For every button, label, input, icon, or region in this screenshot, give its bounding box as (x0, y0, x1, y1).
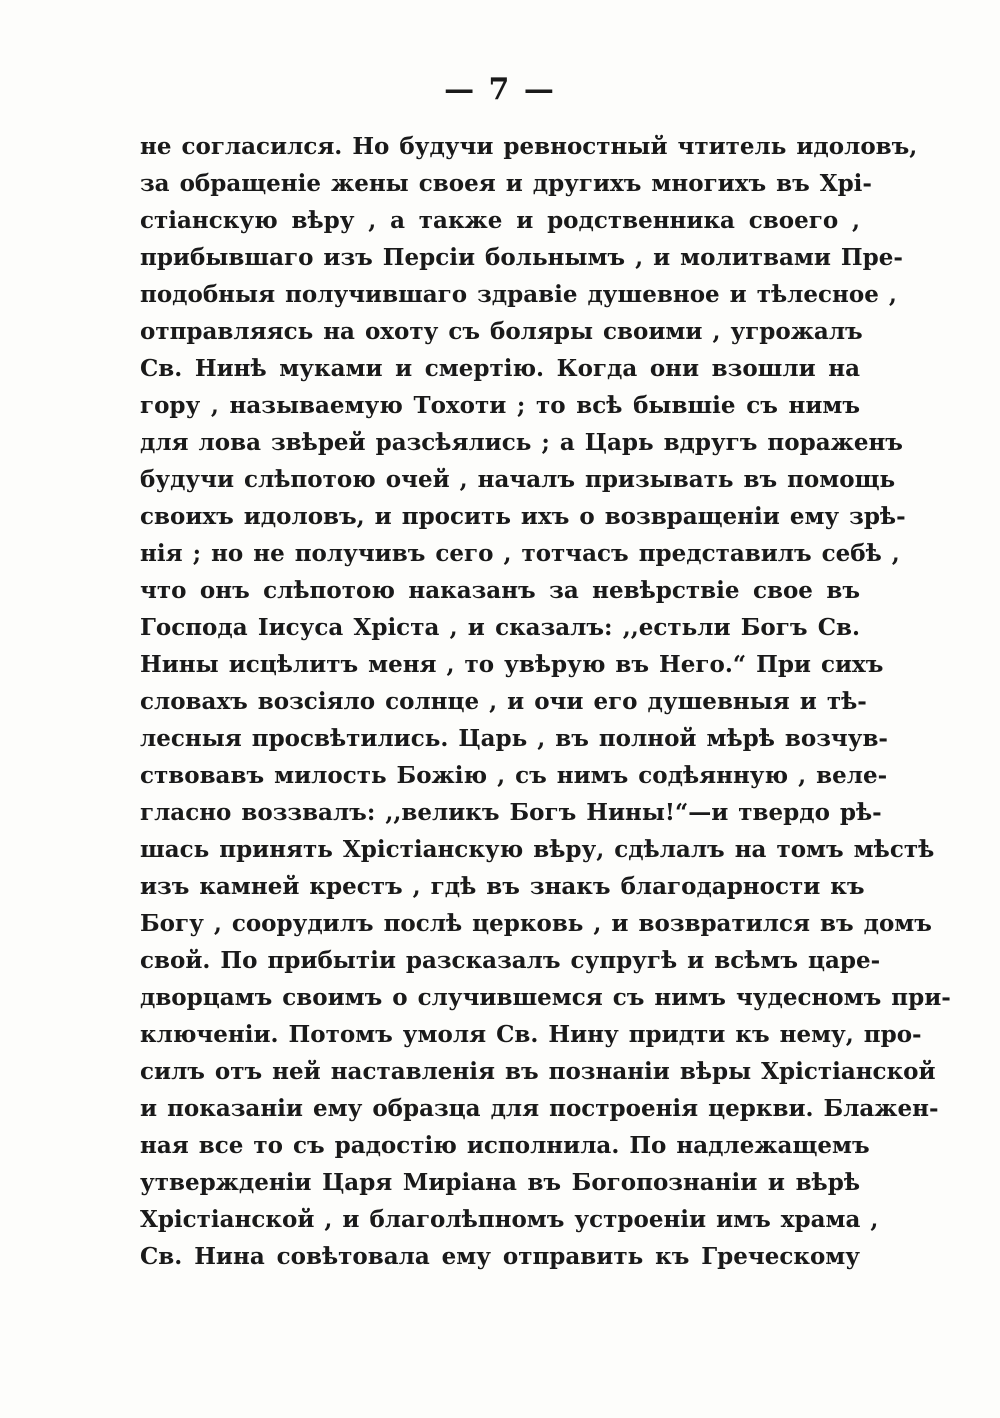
text-line: Господа Іисуса Хріста , и сказалъ: ,,естьли Богъ Св. (140, 614, 860, 641)
text-line: за обращеніе жены своея и другихъ многихъ въ Хрі- (140, 170, 872, 197)
text-line: изъ камней крестъ , гдѣ въ знакъ благодарности къ (140, 873, 865, 900)
page-body-text (140, 128, 951, 1275)
text-line: Св. Нина совѣтовала ему отправить къ Греческому (140, 1243, 860, 1270)
text-line: будучи слѣпотою очей , началъ призывать въ помощь (140, 466, 896, 493)
text-line: Св. Нинѣ муками и смертію. Когда они взошли на (140, 355, 860, 382)
text-line: ствовавъ милость Божію , съ нимъ содѣянную , веле- (140, 762, 888, 789)
page-number: — 7 — (444, 72, 556, 107)
text-line: Нины исцѣлитъ меня , то увѣрую въ Него.“ При сихъ (140, 651, 884, 678)
text-line: нія ; но не получивъ сего , тотчасъ представилъ себѣ , (140, 540, 900, 567)
text-line: стіанскую вѣру , а также и родственника своего , (140, 207, 860, 234)
text-line: что онъ слѣпотою наказанъ за невѣрствіе свое въ (140, 577, 860, 604)
text-line: гласно воззвалъ: ,,великъ Богъ Нины!“—и твердо рѣ- (140, 799, 882, 826)
text-line: лесныя просвѣтились. Царь , въ полной мѣрѣ возчув- (140, 725, 888, 752)
text-line: гору , называемую Тохоти ; то всѣ бывшіе съ нимъ (140, 392, 860, 419)
text-line: ключеніи. Потомъ умоля Св. Нину придти къ нему, про- (140, 1021, 922, 1048)
text-line: шась принять Хрістіанскую вѣру, сдѣлалъ на томъ мѣстѣ (140, 836, 935, 863)
text-line: подобныя получившаго здравіе душевное и тѣлесное , (140, 281, 897, 308)
text-line: отправляясь на охоту съ боляры своими , угрожалъ (140, 318, 863, 345)
text-line: Богу , соорудилъ послѣ церковь , и возвратился въ домъ (140, 910, 932, 937)
text-line: прибывшаго изъ Персіи больнымъ , и молитвами Пре- (140, 244, 903, 271)
text-line: словахъ возсіяло солнце , и очи его душевныя и тѣ- (140, 688, 867, 715)
text-line: и показаніи ему образца для построенія церкви. Блажен- (140, 1095, 939, 1122)
text-line: утвержденіи Царя Миріана въ Богопознаніи и вѣрѣ (140, 1169, 860, 1196)
text-line: свой. По прибытіи разсказалъ супругѣ и всѣмъ царе- (140, 947, 881, 974)
text-line: дворцамъ своимъ о случившемся съ нимъ чудесномъ при- (140, 984, 951, 1011)
text-line: силъ отъ ней наставленія въ познаніи вѣры Хрістіанской (140, 1058, 936, 1085)
text-line: ная все то съ радостію исполнила. По надлежащемъ (140, 1132, 870, 1159)
text-line: Хрістіанской , и благолѣпномъ устроеніи имъ храма , (140, 1206, 879, 1233)
text-line: не согласился. Но будучи ревностный чтитель идоловъ, (140, 133, 918, 160)
text-line: для лова звѣрей разсѣялись ; а Царь вдругъ пораженъ (140, 429, 903, 456)
text-line: своихъ идоловъ, и просить ихъ о возвращеніи ему зрѣ- (140, 503, 906, 530)
